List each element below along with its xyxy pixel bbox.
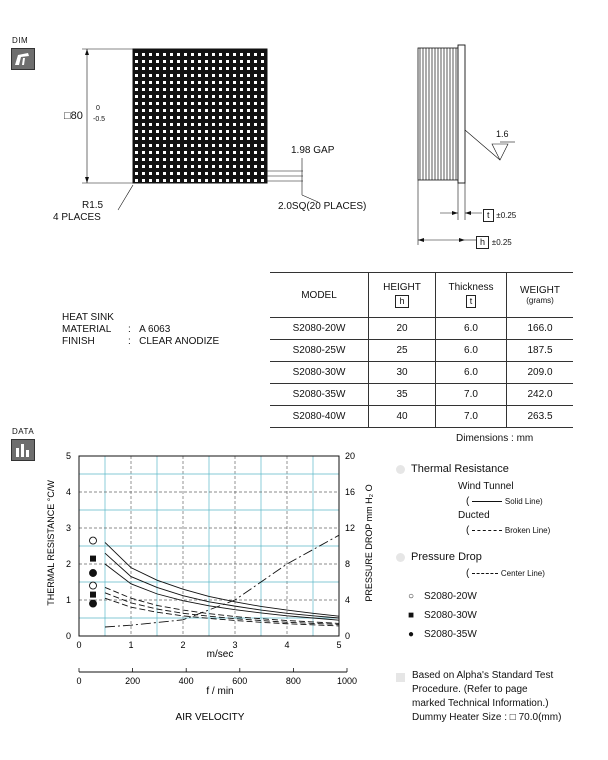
header-weight-unit: (grams)	[526, 296, 554, 305]
y-axis-right-label: PRESSURE DROP mm H₂ O	[364, 484, 374, 602]
finish-mark: 1.6	[496, 129, 509, 139]
cell-model: S2080-20W	[270, 318, 369, 340]
x-ms-tick-label: 1	[128, 640, 134, 650]
cell-weight: 209.0	[507, 362, 574, 384]
y-left-tick-label: 3	[65, 523, 71, 533]
material-value: A 6063	[139, 324, 171, 335]
thermal-resistance-line	[105, 553, 339, 618]
header-thickness-symbol: t	[466, 295, 477, 308]
legend-pressure-text: Pressure Drop	[411, 551, 482, 563]
data-section-label: DATA	[12, 427, 35, 436]
legend-ducted: Ducted	[458, 510, 490, 521]
legend-model-1	[408, 610, 477, 621]
header-weight	[507, 273, 574, 318]
x-fpm-tick-label: 200	[125, 676, 141, 686]
material-key: MATERIAL	[62, 324, 112, 335]
outer-tol-top: 0	[96, 105, 100, 112]
h-dimension	[476, 234, 512, 249]
y-right-tick-label: 8	[345, 559, 351, 569]
x-ms-tick-label: 5	[336, 640, 342, 650]
x-fpm-tick-label: 0	[76, 676, 82, 686]
y-left-tick-label: 5	[65, 451, 71, 461]
filled-circle-icon: ●	[408, 629, 415, 640]
note-bullet-icon	[396, 673, 405, 682]
open-circle-marker	[90, 537, 97, 544]
cell-weight: 187.5	[507, 340, 574, 362]
legend-broken-text: Broken Line)	[504, 526, 551, 535]
x-fpm-tick-label: 600	[232, 676, 248, 686]
x-fpm-tick-label: 800	[285, 676, 301, 686]
cell-weight: 263.5	[507, 406, 574, 428]
header-height-symbol: h	[395, 295, 408, 308]
x-axis-ms-label: m/sec	[206, 649, 234, 660]
pin-label: 2.0SQ(20 PLACES)	[278, 201, 367, 212]
outer-dimension-value: 80	[70, 110, 83, 122]
legend-pressure-title	[396, 551, 482, 563]
legend-center: ( Center Line)	[466, 568, 545, 579]
pin-array-top-view	[133, 49, 267, 183]
open-circle-icon: ○	[408, 591, 415, 602]
note-line: Based on Alpha's Standard Test	[412, 670, 554, 681]
cell-model: S2080-30W	[270, 362, 369, 384]
x-ms-tick-label: 3	[232, 640, 238, 650]
cell-weight: 242.0	[507, 384, 574, 406]
finish-value: CLEAR ANODIZE	[139, 336, 220, 347]
material-row: MATERIAL : A 6063	[62, 324, 171, 335]
finish-key: FINISH	[62, 336, 95, 347]
cell-thickness: 6.0	[436, 340, 507, 362]
material-heading: HEAT SINK	[62, 312, 114, 323]
x-fpm-tick-label: 1000	[336, 676, 358, 686]
y-left-tick-label: 1	[65, 595, 71, 605]
legend-solid: ( Solid Line)	[466, 496, 543, 507]
cell-thickness: 7.0	[436, 384, 507, 406]
x-ms-tick-label: 4	[284, 640, 290, 650]
dim-section-label: DIM	[12, 36, 29, 45]
header-thickness-label: Thickness	[448, 282, 494, 293]
t-symbol: t	[483, 209, 494, 222]
filled-circle-marker	[90, 600, 97, 607]
legend-thermal-title	[396, 463, 509, 475]
cell-model: S2080-35W	[270, 384, 369, 406]
t-dimension	[483, 207, 516, 222]
x-fpm-tick-label: 400	[178, 676, 194, 686]
y-right-tick-label: 4	[345, 595, 351, 605]
finish-row: FINISH : CLEAR ANODIZE	[62, 336, 220, 347]
cell-model: S2080-40W	[270, 406, 369, 428]
cell-height: 20	[369, 318, 436, 340]
cell-height: 40	[369, 406, 436, 428]
header-height	[369, 273, 436, 318]
heatsink-base	[458, 45, 465, 183]
table-row	[270, 406, 573, 428]
gap-label: 1.98 GAP	[291, 145, 335, 156]
y-right-tick-label: 20	[345, 451, 356, 461]
air-velocity-title: AIR VELOCITY	[175, 712, 245, 723]
open-circle-marker	[90, 582, 97, 589]
y-right-tick-label: 16	[345, 487, 356, 497]
table-row	[270, 384, 573, 406]
filled-circle-marker	[90, 570, 97, 577]
cell-height: 30	[369, 362, 436, 384]
y-left-tick-label: 4	[65, 487, 71, 497]
legend-model-2	[408, 629, 477, 640]
pressure-drop-line	[105, 535, 339, 627]
note-line: marked Technical Information.)	[412, 698, 549, 709]
legend-broken: ( Broken Line)	[466, 525, 551, 536]
x-ms-tick-label: 2	[180, 640, 186, 650]
legend-solid-text: Solid Line)	[504, 497, 543, 506]
legend-model-name: S2080-30W	[424, 610, 477, 621]
bullet-icon	[396, 553, 405, 562]
y-left-tick-label: 2	[65, 559, 71, 569]
note-line: Procedure. (Refer to page	[412, 684, 528, 695]
legend-model-name: S2080-20W	[424, 591, 477, 602]
outer-tol-bottom: -0.5	[93, 116, 106, 123]
cell-thickness: 6.0	[436, 362, 507, 384]
spec-table	[270, 272, 573, 428]
legend-model-0	[408, 591, 477, 602]
header-weight-label: WEIGHT	[520, 285, 560, 296]
thermal-chart	[0, 440, 390, 740]
header-height-label: HEIGHT	[383, 282, 421, 293]
bullet-icon	[396, 465, 405, 474]
cell-thickness: 7.0	[436, 406, 507, 428]
y-axis-left-label: THERMAL RESISTANCE °C/W	[46, 480, 56, 606]
header-thickness	[436, 273, 507, 318]
square-marker	[90, 556, 96, 562]
table-row	[270, 340, 573, 362]
legend-center-text: Center Line)	[500, 569, 545, 578]
x-ms-tick-label: 0	[76, 640, 82, 650]
y-right-tick-label: 12	[345, 523, 356, 533]
note-line: Dummy Heater Size : □ 70.0(mm)	[412, 712, 562, 723]
h-symbol: h	[476, 236, 489, 249]
table-row	[270, 362, 573, 384]
y-right-tick-label: 0	[345, 631, 351, 641]
filled-square-icon: ■	[408, 610, 415, 621]
dimensions-note: Dimensions : mm	[456, 433, 534, 444]
header-model: MODEL	[270, 273, 369, 318]
table-header-row	[270, 273, 573, 318]
table-row	[270, 318, 573, 340]
t-tolerance: ±0.25	[496, 211, 517, 220]
cell-weight: 166.0	[507, 318, 574, 340]
cell-height: 25	[369, 340, 436, 362]
cell-model: S2080-25W	[270, 340, 369, 362]
radius-places: 4 PLACES	[53, 212, 101, 223]
outer-dimension: □80	[64, 110, 83, 122]
h-tolerance: ±0.25	[491, 238, 512, 247]
legend-model-name: S2080-35W	[424, 629, 477, 640]
radius-label: R1.5	[82, 200, 104, 211]
cell-height: 35	[369, 384, 436, 406]
y-left-tick-label: 0	[65, 631, 71, 641]
legend-thermal-text: Thermal Resistance	[411, 463, 509, 475]
cell-thickness: 6.0	[436, 318, 507, 340]
legend-wind-tunnel: Wind Tunnel	[458, 481, 514, 492]
square-marker	[90, 592, 96, 598]
x-axis-fpm-label: f / min	[206, 686, 234, 697]
